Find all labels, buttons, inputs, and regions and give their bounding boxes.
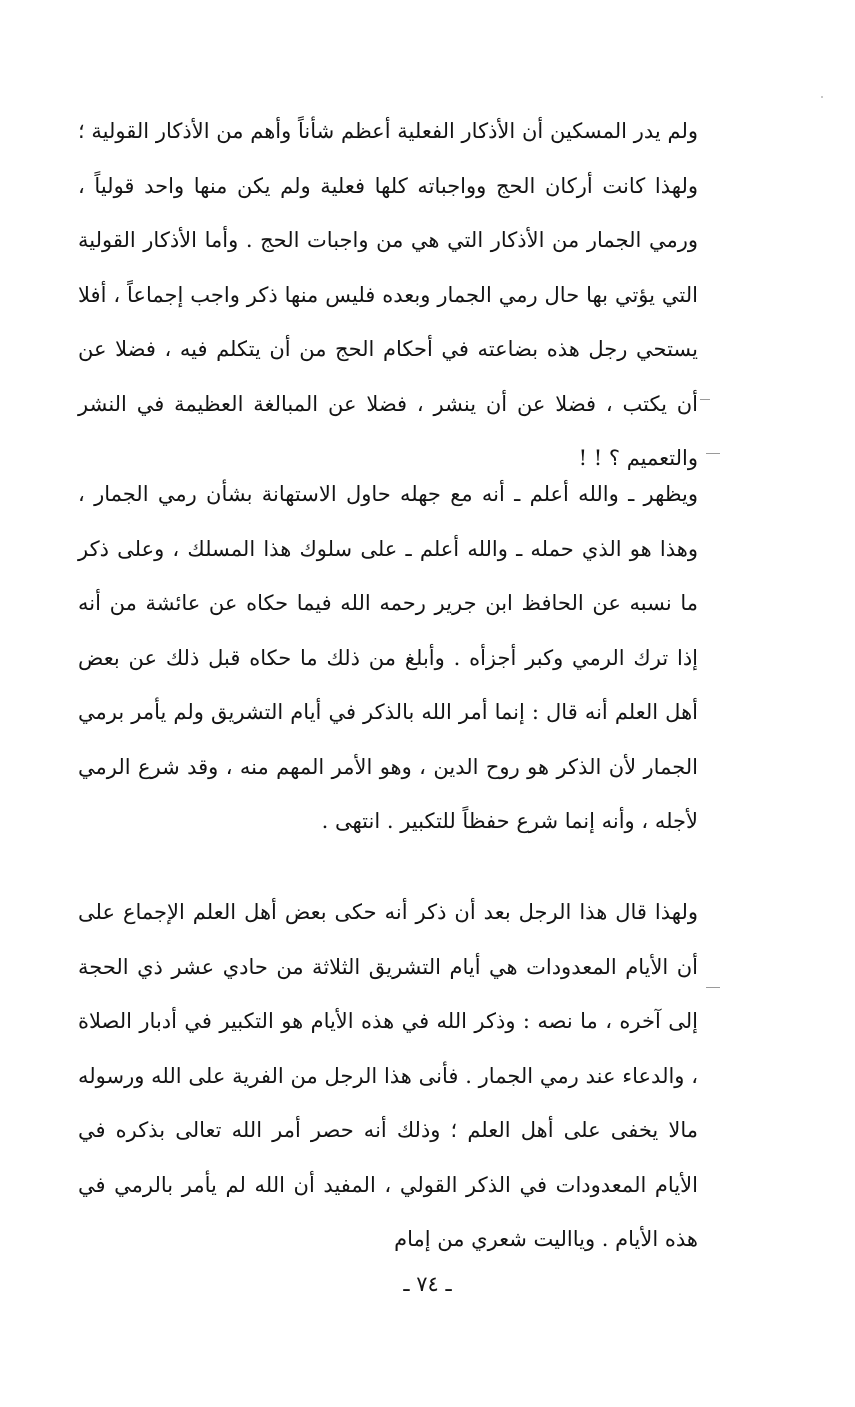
page-number: ـ ٧٤ ـ [403,1272,452,1296]
margin-mark [706,987,720,988]
margin-mark [706,453,720,454]
paragraph-1: ولم يدر المسكين أن الأذكار الفعلية أعظم شأناً وأهم من الأذكار القولية ؛ ولهذا كانت أركان الحج وواجباته كلها فعلية ولم يكن منها واحد قولياً ، ورمي الجمار من الأذكار التي هي من واجبات الحج . وأما الأذكار القولية التي يؤتي بها حال رمي الجمار وبعده فليس منها ذكر واجب إجماعاً ، أفلا يستحي رجل هذه بضاعته في أحكام الحج من أن يتكلم فيه ، فضلا عن أن يكتب ، فضلا عن أن ينشر ، فضلا عن المبالغة العظيمة في النشر والتعميم ؟ ! ! [78,119,698,470]
scan-speck [821,96,823,98]
margin-mark [700,399,710,400]
paragraph-2: ويظهر ـ والله أعلم ـ أنه مع جهله حاول الاستهانة بشأن رمي الجمار ، وهذا هو الذي حمله ـ والله أعلم ـ على سلوك هذا المسلك ، وعلى ذكر ما نسبه عن الحافظ ابن جرير رحمه الله فيما حكاه عن عائشة من أنه إذا ترك الرمي وكبر أجزأه . وأبلغ من ذلك ما حكاه قبل ذلك عن بعض أهل العلم أنه قال : إنما أمر الله بالذكر في أيام التشريق ولم يأمر برمي الجمار لأن الذكر هو روح الدين ، وهو الأمر المهم منه ، وقد شرع الرمي لأجله ، وأنه إنما شرع حفظاً للتكبير . انتهى . [78,482,698,833]
paragraph-3: ولهذا قال هذا الرجل بعد أن ذكر أنه حكى بعض أهل العلم الإجماع على أن الأيام المعدودات هي أيام التشريق الثلاثة من حادي عشر ذي الحجة إلى آخره ، ما نصه : وذكر الله في هذه الأيام هو التكبير في أدبار الصلاة ، والدعاء عند رمي الجمار . فأنى هذا الرجل من الفرية على الله ورسوله مالا يخفى على أهل العلم ؛ وذلك أنه حصر أمر الله تعالى بذكره في الأيام المعدودات في الذكر القولي ، المفيد أن الله لم يأمر بالرمي في هذه الأيام . ويااليت شعري من إمام [78,900,698,1251]
